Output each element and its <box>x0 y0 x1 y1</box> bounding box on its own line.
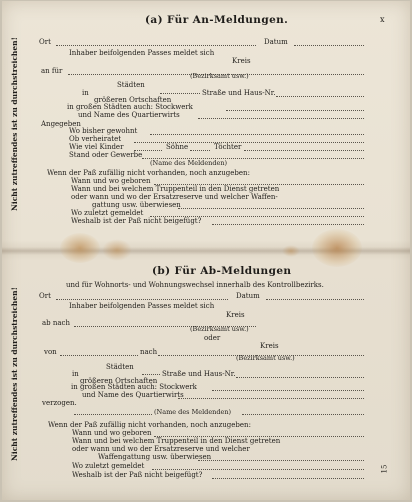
ab-ab-nach-label: ab nach <box>42 319 70 327</box>
an-gattung-field[interactable] <box>178 208 364 209</box>
ab-meldender-field-2[interactable] <box>242 414 364 415</box>
an-ort-label: Ort <box>39 38 51 46</box>
ab-grossen-label: in großen Städten auch: Stockwerk <box>71 383 197 391</box>
an-wo-bisher-label: Wo bisher gewohnt <box>69 127 138 135</box>
an-datum-label: Datum <box>264 38 288 46</box>
an-toechter-label: Töchter <box>214 143 242 151</box>
an-ersatzreserve-label: oder wann und wo der Ersatzreserve und welcher Waffen- <box>71 193 278 201</box>
ab-nach-label: nach <box>140 348 158 356</box>
an-zuletzt-label: Wo zuletzt gemeldet <box>71 209 144 217</box>
an-gattung-label: gattung usw. überwiesen <box>92 201 181 209</box>
ab-heading: (b) Für Ab-Meldungen <box>152 265 292 277</box>
form-page <box>2 1 410 500</box>
ab-gattung-label: Waffengattung usw. überwiesen <box>98 453 212 461</box>
an-in-label: in <box>82 89 89 97</box>
an-angegeben-label: Angegeben <box>41 120 81 128</box>
an-name-meldenden-label: (Name des Meldenden) <box>150 159 228 167</box>
ab-wenn-pass-text: Wenn der Paß zufällig nicht vorhanden, noch anzugeben: <box>48 421 251 429</box>
an-quartier-label: und Name des Quartierwirts <box>78 111 180 119</box>
an-toechter-field[interactable] <box>244 150 364 151</box>
an-ort-strasse-field[interactable] <box>160 93 200 94</box>
ab-weshalb-label: Weshalb ist der Paß nicht beigefügt? <box>72 471 203 479</box>
an-wo-bisher-field[interactable] <box>150 134 364 135</box>
rust-stain <box>282 245 300 257</box>
an-inhaber-text: Inhaber beifolgenden Passes meldet sich <box>69 49 215 57</box>
ab-verzogen-label: verzogen. <box>42 399 77 407</box>
an-soehne-field[interactable] <box>190 150 210 151</box>
ab-ort-label: Ort <box>39 292 51 300</box>
rust-stain <box>60 233 100 263</box>
ab-kreis-label: Kreis <box>226 311 245 319</box>
ab-subheading: und für Wohnorts- und Wohnungswechsel innerhalb des Kontrollbezirks. <box>66 281 324 289</box>
an-weshalb-field[interactable] <box>212 224 364 225</box>
an-grossen-label: in großen Städten auch: Stockwerk <box>67 103 193 111</box>
ab-stockwerk-field[interactable] <box>212 390 364 391</box>
ab-staedten-label: Städten <box>106 363 134 371</box>
ab-zuletzt-label: Wo zuletzt gemeldet <box>72 462 145 470</box>
ab-inhaber-text: Inhaber beifolgenden Passes meldet sich <box>69 302 215 310</box>
ab-truppenteil-label: Wann und bei welchem Truppenteil in den Dienst getreten <box>72 437 281 445</box>
an-strasse-field[interactable] <box>276 96 364 97</box>
ab-wann-wo-label: Wann und wo geboren <box>72 429 152 437</box>
an-truppenteil-label: Wann und bei welchem Truppenteil in den Dienst getreten <box>71 185 280 193</box>
an-weshalb-label: Weshalb ist der Paß nicht beigefügt? <box>71 217 202 225</box>
an-datum-field[interactable] <box>294 45 364 46</box>
ab-strasse-label: Straße und Haus-Nr. <box>162 370 236 378</box>
rust-stain <box>102 239 132 261</box>
ab-bezirksamt-label: (Bezirksamt usw.) <box>190 325 249 333</box>
ab-von-label: von <box>44 348 57 356</box>
ab-groesseren-label: größeren Ortschaften <box>80 377 158 385</box>
ab-datum-label: Datum <box>236 292 260 300</box>
an-verheiratet-label: Ob verheiratet <box>69 135 122 143</box>
an-heading: (a) Für An-Meldungen. <box>145 14 289 26</box>
rust-stain <box>312 229 362 267</box>
an-staedten-label: Städten <box>117 81 145 89</box>
footer-mark: 15 <box>380 464 389 474</box>
an-an-fuer-label: an für <box>41 67 63 75</box>
ab-strasse-field[interactable] <box>236 377 364 378</box>
an-groesseren-label: größeren Ortschaften <box>94 96 172 104</box>
an-quartier-field[interactable] <box>198 118 364 119</box>
ab-in-label: in <box>72 370 79 378</box>
an-stand-label: Stand oder Gewerbe <box>69 151 143 159</box>
corner-mark: x <box>380 15 385 24</box>
an-wenn-pass-text: Wenn der Paß zufällig nicht vorhanden, noch anzugeben: <box>47 169 250 177</box>
an-kinder-label: Wie viel Kinder <box>69 143 124 151</box>
ab-datum-field[interactable] <box>266 299 364 300</box>
ab-weshalb-field[interactable] <box>212 478 364 479</box>
an-stockwerk-field[interactable] <box>226 110 364 111</box>
ab-side-note: Nicht zutreffendes ist zu durchstreichen! <box>10 287 19 461</box>
ab-zuletzt-field[interactable] <box>152 469 364 470</box>
an-wann-wo-label: Wann und wo geboren <box>71 177 151 185</box>
ab-quartier-label: und Name des Quartierwirts <box>82 391 184 399</box>
an-strasse-label: Straße und Haus-Nr. <box>202 89 276 97</box>
an-side-note: Nicht zutreffendes ist zu durchstreichen! <box>10 37 19 211</box>
ab-ort-strasse-field[interactable] <box>142 374 160 375</box>
an-bezirksamt-label: (Bezirksamt usw.) <box>190 72 249 80</box>
an-soehne-label: Söhne <box>166 143 189 151</box>
ab-oder-label: oder <box>204 334 221 342</box>
ab-von-field[interactable] <box>60 355 138 356</box>
ab-kreis2-label: Kreis <box>260 342 279 350</box>
ab-gattung-field[interactable] <box>198 460 364 461</box>
ab-meldender-field[interactable] <box>74 414 152 415</box>
an-kreis-label: Kreis <box>232 57 251 65</box>
ab-bezirksamt2-label: (Bezirksamt usw.) <box>236 354 295 362</box>
ab-name-meldenden-label: (Name des Meldenden) <box>154 408 232 416</box>
ab-quartier-field[interactable] <box>178 398 364 399</box>
ab-ersatzreserve-label: oder wann und wo der Ersatzreserve und welcher <box>72 445 250 453</box>
an-ort-field[interactable] <box>56 45 256 46</box>
ab-ort-field[interactable] <box>56 299 228 300</box>
